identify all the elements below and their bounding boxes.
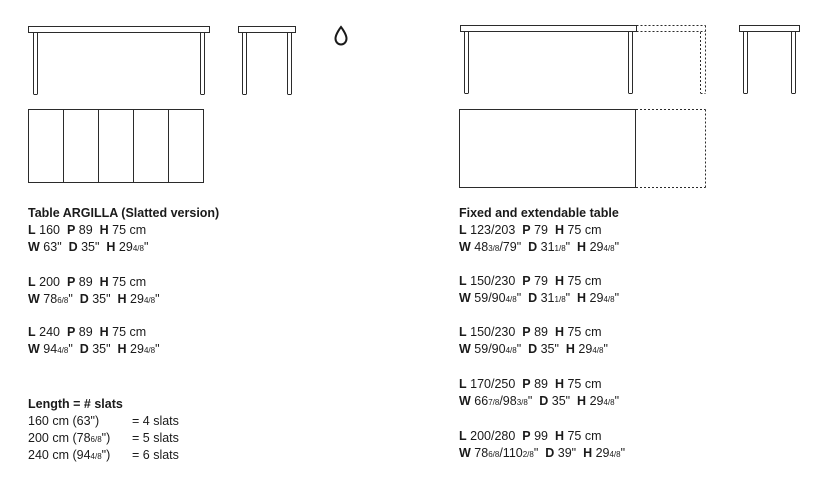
water-drop-icon [336,27,347,45]
spec-imperial-line: W 667/8/983/8" D 35" H 294/8" [459,394,620,408]
spec-imperial-line: W 786/8/1102/8" D 39" H 294/8" [459,446,626,460]
spec-imperial-line: W 59/904/8" D 35" H 294/8" [459,342,608,356]
spec-metric-line: L 150/230 P 79 H 75 cm [459,274,602,288]
spec-imperial-line: W 59/904/8" D 311/8" H 294/8" [459,291,620,305]
spec-imperial-line: W 944/8" D 35" H 294/8" [28,342,160,356]
slatted-table-specs [28,205,219,256]
spec-imperial-line: W 786/8" D 35" H 294/8" [28,292,160,306]
extension-dashed [637,26,706,94]
spec-metric-line: L 160 P 89 H 75 cm [28,223,147,237]
slatted-table-top-view [29,110,204,183]
spec-imperial-line: W 63" D 35" H 294/8" [28,240,149,254]
slats-legend-title: Length = # slats [28,397,123,411]
slatted-table-spec-240 [28,324,160,358]
spec-metric-line: L 240 P 89 H 75 cm [28,325,147,339]
slats-row: 240 cm (944/8") = 6 slats [28,448,179,462]
slats-legend [28,396,179,464]
extendable-table-spec-150-79 [459,273,619,307]
spec-metric-line: L 200/280 P 99 H 75 cm [459,429,602,443]
extendable-table-title: Fixed and extendable table [459,206,619,220]
extendable-table-front-view [461,26,706,94]
slatted-table-title: Table ARGILLA (Slatted version) [28,206,220,220]
spec-metric-line: L 150/230 P 89 H 75 cm [459,325,602,339]
extendable-table-spec-170 [459,376,619,410]
spec-metric-line: L 170/250 P 89 H 75 cm [459,377,602,391]
extendable-table-specs [459,205,619,256]
extendable-table-side-view [740,26,800,94]
spec-metric-line: L 123/203 P 79 H 75 cm [459,223,602,237]
slats-row: 200 cm (786/8") = 5 slats [28,431,179,445]
extendable-table-top-view [460,110,706,188]
spec-imperial-line: W 483/8/79" D 311/8" H 294/8" [459,240,620,254]
slatted-table-side-view [239,27,296,95]
slatted-table-spec-200 [28,274,160,308]
spec-metric-line: L 200 P 89 H 75 cm [28,275,147,289]
slatted-table-front-view [29,27,210,95]
slats-row: 160 cm (63") = 4 slats [28,414,179,428]
extendable-table-spec-150-89 [459,324,608,358]
extendable-table-spec-200 [459,428,625,462]
